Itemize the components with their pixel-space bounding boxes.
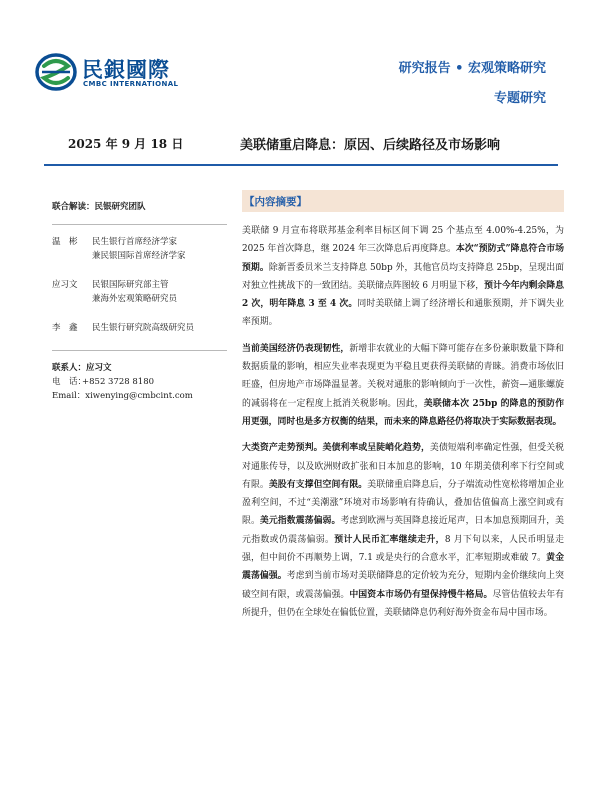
emphasis-text: 大类资产走势预判。 <box>242 443 323 454</box>
body-text: 考虑到欧洲与英国降息接近尾声，日本加息预期回升，美元指数或仍震荡偏弱。 <box>242 516 565 545</box>
author-title: 兼海外宏观策略研究员 <box>92 294 178 304</box>
emphasis-text: 预计人民币汇率继续走升， <box>334 534 445 545</box>
emphasis-text: 美联储本次 25bp 的降息的预防作用更强，同时也是多方权衡的结果，而未来的降息路径仍将取决于实际数据表现。 <box>242 398 564 427</box>
email-label: Email： <box>52 391 86 401</box>
report-date: 2025 年 9 月 18 日 <box>68 137 184 151</box>
author-titles <box>92 321 227 335</box>
report-title: 美联储重启降息：原因、后续路径及市场影响 <box>240 138 501 153</box>
logo-text-en: CMBC INTERNATIONAL <box>83 80 179 88</box>
author-titles <box>92 235 227 263</box>
emphasis-text: 黄金震荡偏强。 <box>242 553 564 582</box>
body-text: 同时美联储上调了经济增长和通胀预期，并下调失业率预期。 <box>242 299 564 328</box>
author-entry <box>52 278 227 306</box>
team-label: 联合解读：民银研究团队 <box>52 202 146 212</box>
author-panel <box>52 200 227 403</box>
body-text: 美联储重启降息后，分子端流动性宽松将增加企业盈利空间，不过“美潮涨”环境对市场影响有待确认，叠加估值偏高上涨空间或有限。 <box>242 479 565 527</box>
author-entry <box>52 235 227 263</box>
emphasis-text: 当前美国经济仍表现韧性， <box>242 343 350 354</box>
body-text: 美联储 9 月宣布将联邦基金利率目标区间下调 25 个基点至 4.00%-4.25%，为 2025 年首次降息，继 2024 年三次降息后再度降息。 <box>242 226 564 255</box>
author-title: 民生银行首席经济学家 <box>92 237 178 247</box>
body-text: 新增非农就业的大幅下降可能存在多份兼职数量下降和数据质量的影响，相应失业率表现更为平稳且更获得美联储的青睐。消费市场依旧旺盛，但房地产市场降温显著。关税对通胀的影响倾向于一次性，薪资—通胀螺旋的减弱将在一定程度上抵消关税影响。因此， <box>242 343 564 409</box>
contact-email-row <box>52 389 227 403</box>
contact-divider <box>52 350 227 351</box>
body-text: 美债短端利率确定性强，但受关税对通胀传导，以及欧洲财政扩张和日本加息的影响，10 年期美债利率下行空间或有限。 <box>242 443 565 490</box>
phone-label: 电 话： <box>52 377 87 387</box>
report-subtype: 专题研究 <box>493 91 546 106</box>
report-type: 研究报告 • 宏观策略研究 <box>398 61 546 76</box>
emphasis-text: 预计今年内剩余降息 2 次，明年降息 3 至 4 次。 <box>242 280 565 310</box>
emphasis-text: 美股有支撑但空间有限。 <box>268 479 368 490</box>
emphasis-text: 美债利率或呈陡峭化趋势， <box>322 443 430 454</box>
summary-paragraph-2 <box>242 340 564 431</box>
contact-label: 联系人：应习文 <box>52 363 112 373</box>
summary-paragraph-3 <box>242 439 564 622</box>
emphasis-text: 美元指数震荡偏弱。 <box>259 516 341 527</box>
summary-body <box>242 222 564 622</box>
emphasis-text: 本次“预防式”降息符合市场预期。 <box>242 244 564 273</box>
brand-logo <box>34 52 184 92</box>
logo-text-cn: 民銀國際 <box>82 58 170 82</box>
author-name: 温 彬 <box>52 237 78 247</box>
author-name: 李 鑫 <box>52 323 78 333</box>
contact-phone-row <box>52 375 227 389</box>
summary-paragraph-1 <box>242 222 564 332</box>
author-titles <box>92 278 227 306</box>
summary-panel <box>242 190 564 630</box>
team-divider <box>52 224 227 225</box>
author-title: 民生银行研究院高级研究员 <box>92 323 195 333</box>
body-text: 8 月下旬以来，人民币明显走强，但中间价不再顺势上调，7.1 或是央行的合意水平，汇率短期或难破 7。 <box>242 534 565 564</box>
author-name: 应习文 <box>52 280 78 290</box>
summary-header-bar <box>242 190 564 212</box>
email-link[interactable]: xiwenying@cmbcint.com <box>85 391 193 401</box>
author-title: 兼民银国际首席经济学家 <box>92 251 186 261</box>
header-divider <box>44 164 558 166</box>
body-text: 除新晋委员米兰支持降息 50bp 外，其他官员均支持降息 25bp，呈现出面对独立性挑战下的一致团结。美联储点阵图较 6 月明显下移， <box>242 262 564 291</box>
phone-number: +852 3728 8180 <box>82 377 155 387</box>
emphasis-text: 中国资本市场仍有望保持慢牛格局。 <box>349 589 493 600</box>
author-entry <box>52 321 227 335</box>
body-text: 考虑到当前市场对美联储降息的定价较为充分，短期内金价继续向上突破空间有限，或震荡偏强。 <box>242 571 564 600</box>
body-text: 尽管估值较去年有所提升，但仍在全球处在偏低位置，美联储降息仍利好海外资金布局中国市场。 <box>242 589 565 618</box>
summary-label: 【内容摘要】 <box>244 196 307 208</box>
contact-block <box>52 350 227 403</box>
logo-mark-icon <box>34 52 78 92</box>
author-title: 民银国际研究部主管 <box>92 280 169 290</box>
